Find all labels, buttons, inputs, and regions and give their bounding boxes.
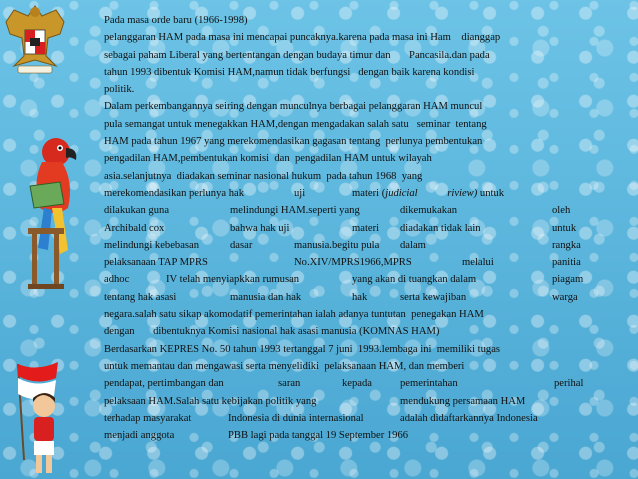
jrow6-c3: hak [352,291,368,303]
slide-body-text [104,12,624,444]
intro-line-1: Pada masa orde baru (1966-1998) [104,15,248,26]
text-line [104,323,624,340]
text-line [104,271,624,288]
text-line [104,237,624,254]
frow2-c1: pelaksaan HAM.Salah satu kebijakan politik yang [104,395,317,407]
text-line [104,185,624,202]
jrow5-c4: piagam [552,274,584,286]
text-line [104,81,624,98]
text-line [104,410,624,427]
boy-with-flag-icon [0,360,82,478]
text-line [104,133,624,150]
frow4-c2: PBB lagi pada tanggal 19 September 1966 [228,430,409,442]
text-line [104,64,624,81]
text-line [104,29,624,46]
intro-line-3: sebagai paham Liberal yang bertentangan dengan budaya timur dan Pancasila.dan pada [104,49,490,61]
jrow3-c1: melindungi kebebasan [104,239,200,251]
para2-line-3: HAM pada tahun 1967 yang merekomendasikan gagasan tentang perlunya pembentukan [104,136,483,148]
jrow1-c1: dilakukan guna [104,205,170,217]
jrow1-c4: oleh [552,205,571,217]
jrow6-c1: tentang hak asasi [104,291,177,303]
tail-line-1: negara.salah satu sikap akomodatif pemerintahan ialah adanya tuntutan penegakan HAM [104,309,484,321]
frow4-c1: menjadi anggota [104,430,175,442]
text-line [104,202,624,219]
intro-line-5: politik. [104,84,135,96]
jrow6-c4: serta kewajiban [400,291,467,303]
frow1-c3: kepada [342,378,372,390]
jrow2-c3: materi [352,222,380,234]
jrow3-c4: dalam [400,239,426,251]
jrow2-c1: Archibald cox [104,222,165,234]
frow1-c2: saran [278,378,301,390]
jrow5-c1: adhoc [104,274,130,286]
text-line [104,98,624,115]
text-line [104,168,624,185]
tail-line-4: untuk memantau dan mengawasi serta menyelidiki pelaksanaan HAM, dan memberi [104,360,465,372]
text-line [104,289,624,306]
intro-line-2: pelanggaran HAM pada masa ini mencapai puncaknya.karena pada masa ini Ham dianggap [104,32,501,44]
frow1-c5: perihal [554,378,584,390]
text-line [104,254,624,271]
line11-b: uji [294,187,306,199]
frow2-c2: mendukung persamaan HAM [400,395,526,407]
frow1-c4: pemerintahan [400,378,458,390]
jrow1-c3: dikemukakan [400,205,458,217]
para2-line-1: Dalam perkembangannya seiring dengan munculnya berbagai pelanggaran HAM muncul [104,101,483,113]
text-line [104,393,624,410]
text-line [104,358,624,375]
jrow2-c4: diadakan tidak lain [400,222,481,234]
jrow5-c3: yang akan di tuangkan dalam [352,274,477,286]
line11-d-italic: riview) [447,187,478,199]
tail-line-3: Berdasarkan KEPRES No. 50 tahun 1993 tertanggal 7 juni 1993.lembaga ini memiliki tugas [104,343,501,355]
frow3-c1: terhadap masyarakat [104,412,192,424]
frow3-c2: Indonesia di dunia internasional [228,412,364,424]
intro-line-4: tahun 1993 dibentuk Komisi HAM,namun tidak berfungsi dengan baik karena kondisi [104,66,475,78]
line11-a: merekomendasikan perlunya hak [104,187,245,199]
jrow2-c5: untuk [552,222,577,234]
para2-line-4: pengadilan HAM,pembentukan komisi dan pengadilan HAM untuk wilayah [104,153,432,165]
tail-line-2: dengan dibentuknya Komisi nasional hak asasi manusia (KOMNAS HAM) [104,326,440,338]
jrow3-c5: rangka [552,239,581,251]
text-line [104,47,624,64]
line11-c: materi ( [352,187,386,199]
parrot-reading-icon [8,128,88,298]
frow1-c1: pendapat, pertimbangan dan [104,378,224,390]
frow3-c3: adalah didaftarkannya Indonesia [400,412,538,424]
jrow2-c2: bahwa hak uji [230,222,290,234]
jrow4-c3: melalui [462,257,494,269]
jrow1-c2: melindungi HAM.seperti yang [230,205,360,217]
text-line [104,150,624,167]
jrow3-c3: manusia.begitu pula [294,239,380,251]
line11-e: untuk [477,187,505,199]
text-line [104,220,624,237]
line11-c-italic: judicial [385,187,418,199]
jrow3-c2: dasar [230,239,253,251]
text-line [104,306,624,323]
text-line [104,116,624,133]
jrow4-c1: pelaksanaan TAP MPRS [104,257,208,269]
para2-line-2: pula semangat untuk menegakkan HAM,dengan mengadakan salah satu seminar tentang [104,118,487,130]
jrow5-c2: IV telah menyiapkkan rumusan [166,274,300,286]
jrow4-c4: panitia [552,257,581,269]
text-line [104,12,624,29]
text-line [104,427,624,444]
text-line [104,341,624,358]
garuda-emblem-icon [0,0,70,82]
para2-line-5: asia.selanjutnya diadakan seminar nasional hukum pada tahun 1968 yang [104,170,423,182]
text-line [104,375,624,392]
jrow6-c5: warga [552,291,578,303]
jrow4-c2: No.XIV/MPRS1966,MPRS [294,257,412,269]
jrow6-c2: manusia dan hak [230,291,302,303]
